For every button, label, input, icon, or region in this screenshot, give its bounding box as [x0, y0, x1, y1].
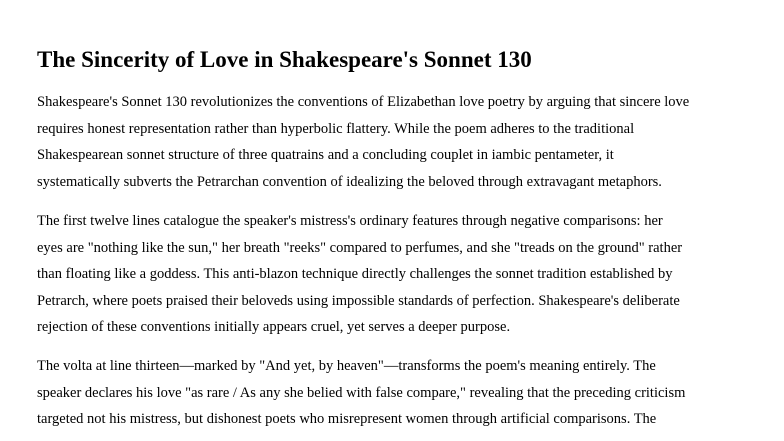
- essay-title: The Sincerity of Love in Shakespeare's Sonnet 130: [37, 47, 532, 72]
- paragraph-line: than floating like a goddess. This anti-blazon technique directly challenges the sonnet tradition established by: [37, 266, 673, 282]
- paragraph-line: Shakespeare's Sonnet 130 revolutionizes the conventions of Elizabethan love poetry by arguing that sincere love: [37, 94, 690, 110]
- paragraph-line: requires honest representation rather than hyperbolic flattery. While the poem adheres to the traditional: [37, 120, 635, 137]
- paragraph-volta: [37, 353, 777, 433]
- paragraph-line: systematically subverts the Petrarchan convention of idealizing the beloved through extravagant metaphors.: [37, 173, 662, 190]
- paragraph-line: The volta at line thirteen—marked by "And yet, by heaven"—transforms the poem's meaning entirely. The: [37, 358, 656, 374]
- paragraph-line: Petrarch, where poets praised their beloveds using impossible standards of perfection. Shakespeare's deliberate: [37, 292, 680, 309]
- paragraph-quatrains: [37, 208, 777, 341]
- paragraph-line: Shakespearean sonnet structure of three quatrains and a concluding couplet in iambic pentameter, it: [37, 147, 614, 163]
- paragraph-line: The first twelve lines catalogue the speaker's mistress's ordinary features through negative comparisons: her: [37, 213, 663, 229]
- paragraph-introduction: [37, 89, 777, 195]
- paragraph-line: speaker declares his love "as rare / As any she belied with false compare," revealing that the preceding criticism: [37, 384, 686, 401]
- paragraph-line: eyes are "nothing like the sun," her breath "reeks" compared to perfumes, and she "treads on the ground" rather: [37, 239, 683, 256]
- paragraph-line: rejection of these conventions initially appears cruel, yet serves a deeper purpose.: [37, 319, 511, 335]
- paragraph-line: targeted not his mistress, but dishonest poets who misrepresent women through artificial comparisons. The: [37, 411, 657, 427]
